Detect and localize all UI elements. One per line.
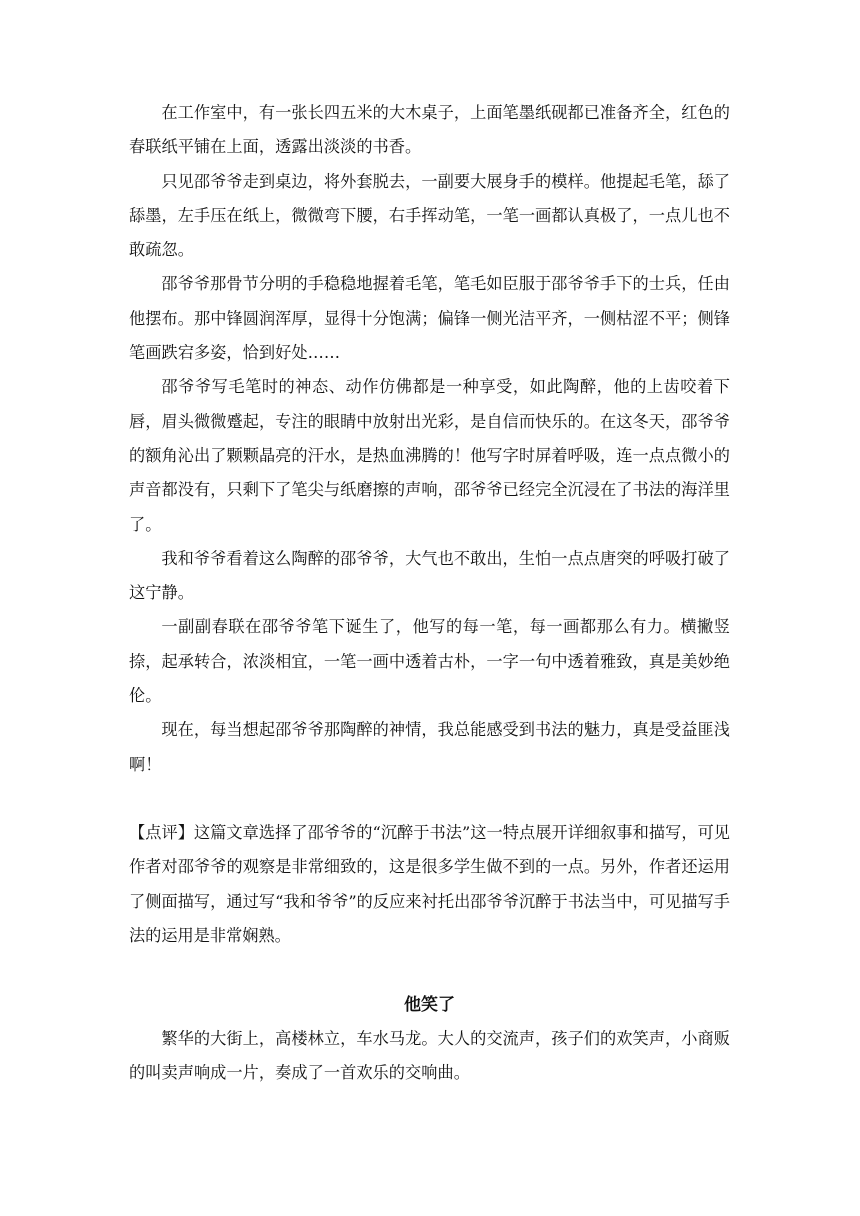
body-paragraph-7: 现在，每当想起邵爷爷那陶醉的神情，我总能感受到书法的魅力，真是受益匪浅啊！: [129, 720, 730, 774]
body-paragraph-2: 只见邵爷爷走到桌边，将外套脱去，一副要大展身手的模样。他提起毛笔，舔了舔墨，左手压在纸上，微微弯下腰，右手挥动笔，一笔一画都认真极了，一点儿也不敢疏忽。: [129, 171, 730, 260]
document-body: [129, 96, 730, 1091]
body-paragraph-6: 一副副春联在邵爷爷笔下诞生了，他写的每一笔，每一画都那么有力。横撇竖捺，起承转合，浓淡相宜，一笔一画中透着古朴，一字一句中透着雅致，真是美妙绝伦。: [129, 617, 730, 706]
body-paragraph-3: 邵爷爷那骨节分明的手稳稳地握着毛笔，笔毛如臣服于邵爷爷手下的士兵，任由他摆布。那中锋圆润浑厚，显得十分饱满；偏锋一侧光洁平齐，一侧枯涩不平；侧锋笔画跌宕多姿，恰到好处……: [129, 274, 730, 363]
body-paragraph-5: 我和爷爷看着这么陶醉的邵爷爷，大气也不敢出，生怕一点点唐突的呼吸打破了这宁静。: [129, 548, 730, 603]
body-paragraph-1: 在工作室中，有一张长四五米的大木桌子，上面笔墨纸砚都已准备齐全，红色的春联纸平铺在上面，透露出淡淡的书香。: [129, 103, 730, 157]
essay-opening-paragraph: 繁华的大街上，高楼林立，车水马龙。大人的交流声，孩子们的欢笑声，小商贩的叫卖声响成一片，奏成了一首欢乐的交响曲。: [129, 1029, 730, 1083]
review-comment: 【点评】这篇文章选择了邵爷爷的“沉醉于书法”这一特点展开详细叙事和描写，可见作者对邵爷爷的观察是非常细致的，这是很多学生做不到的一点。另外，作者还运用了侧面描写，通过写“我和爷爷”的反应来衬托出邵爷爷沉醉于书法当中，可见描写手法的运用是非常娴熟。: [129, 822, 730, 945]
essay-title: 他笑了: [404, 995, 455, 1016]
body-paragraph-4: 邵爷爷写毛笔时的神态、动作仿佛都是一种享受，如此陶醉，他的上齿咬着下唇，眉头微微蹙起，专注的眼睛中放射出光彩，是自信而快乐的。在这冬天，邵爷爷的额角沁出了颗颗晶亮的汗水，是热血沸腾的！他写字时屏着呼吸，连一点点微小的声音都没有，只剩下了笔尖与纸磨擦的声响，邵爷爷已经完全沉浸在了书法的海洋里了。: [129, 377, 730, 534]
